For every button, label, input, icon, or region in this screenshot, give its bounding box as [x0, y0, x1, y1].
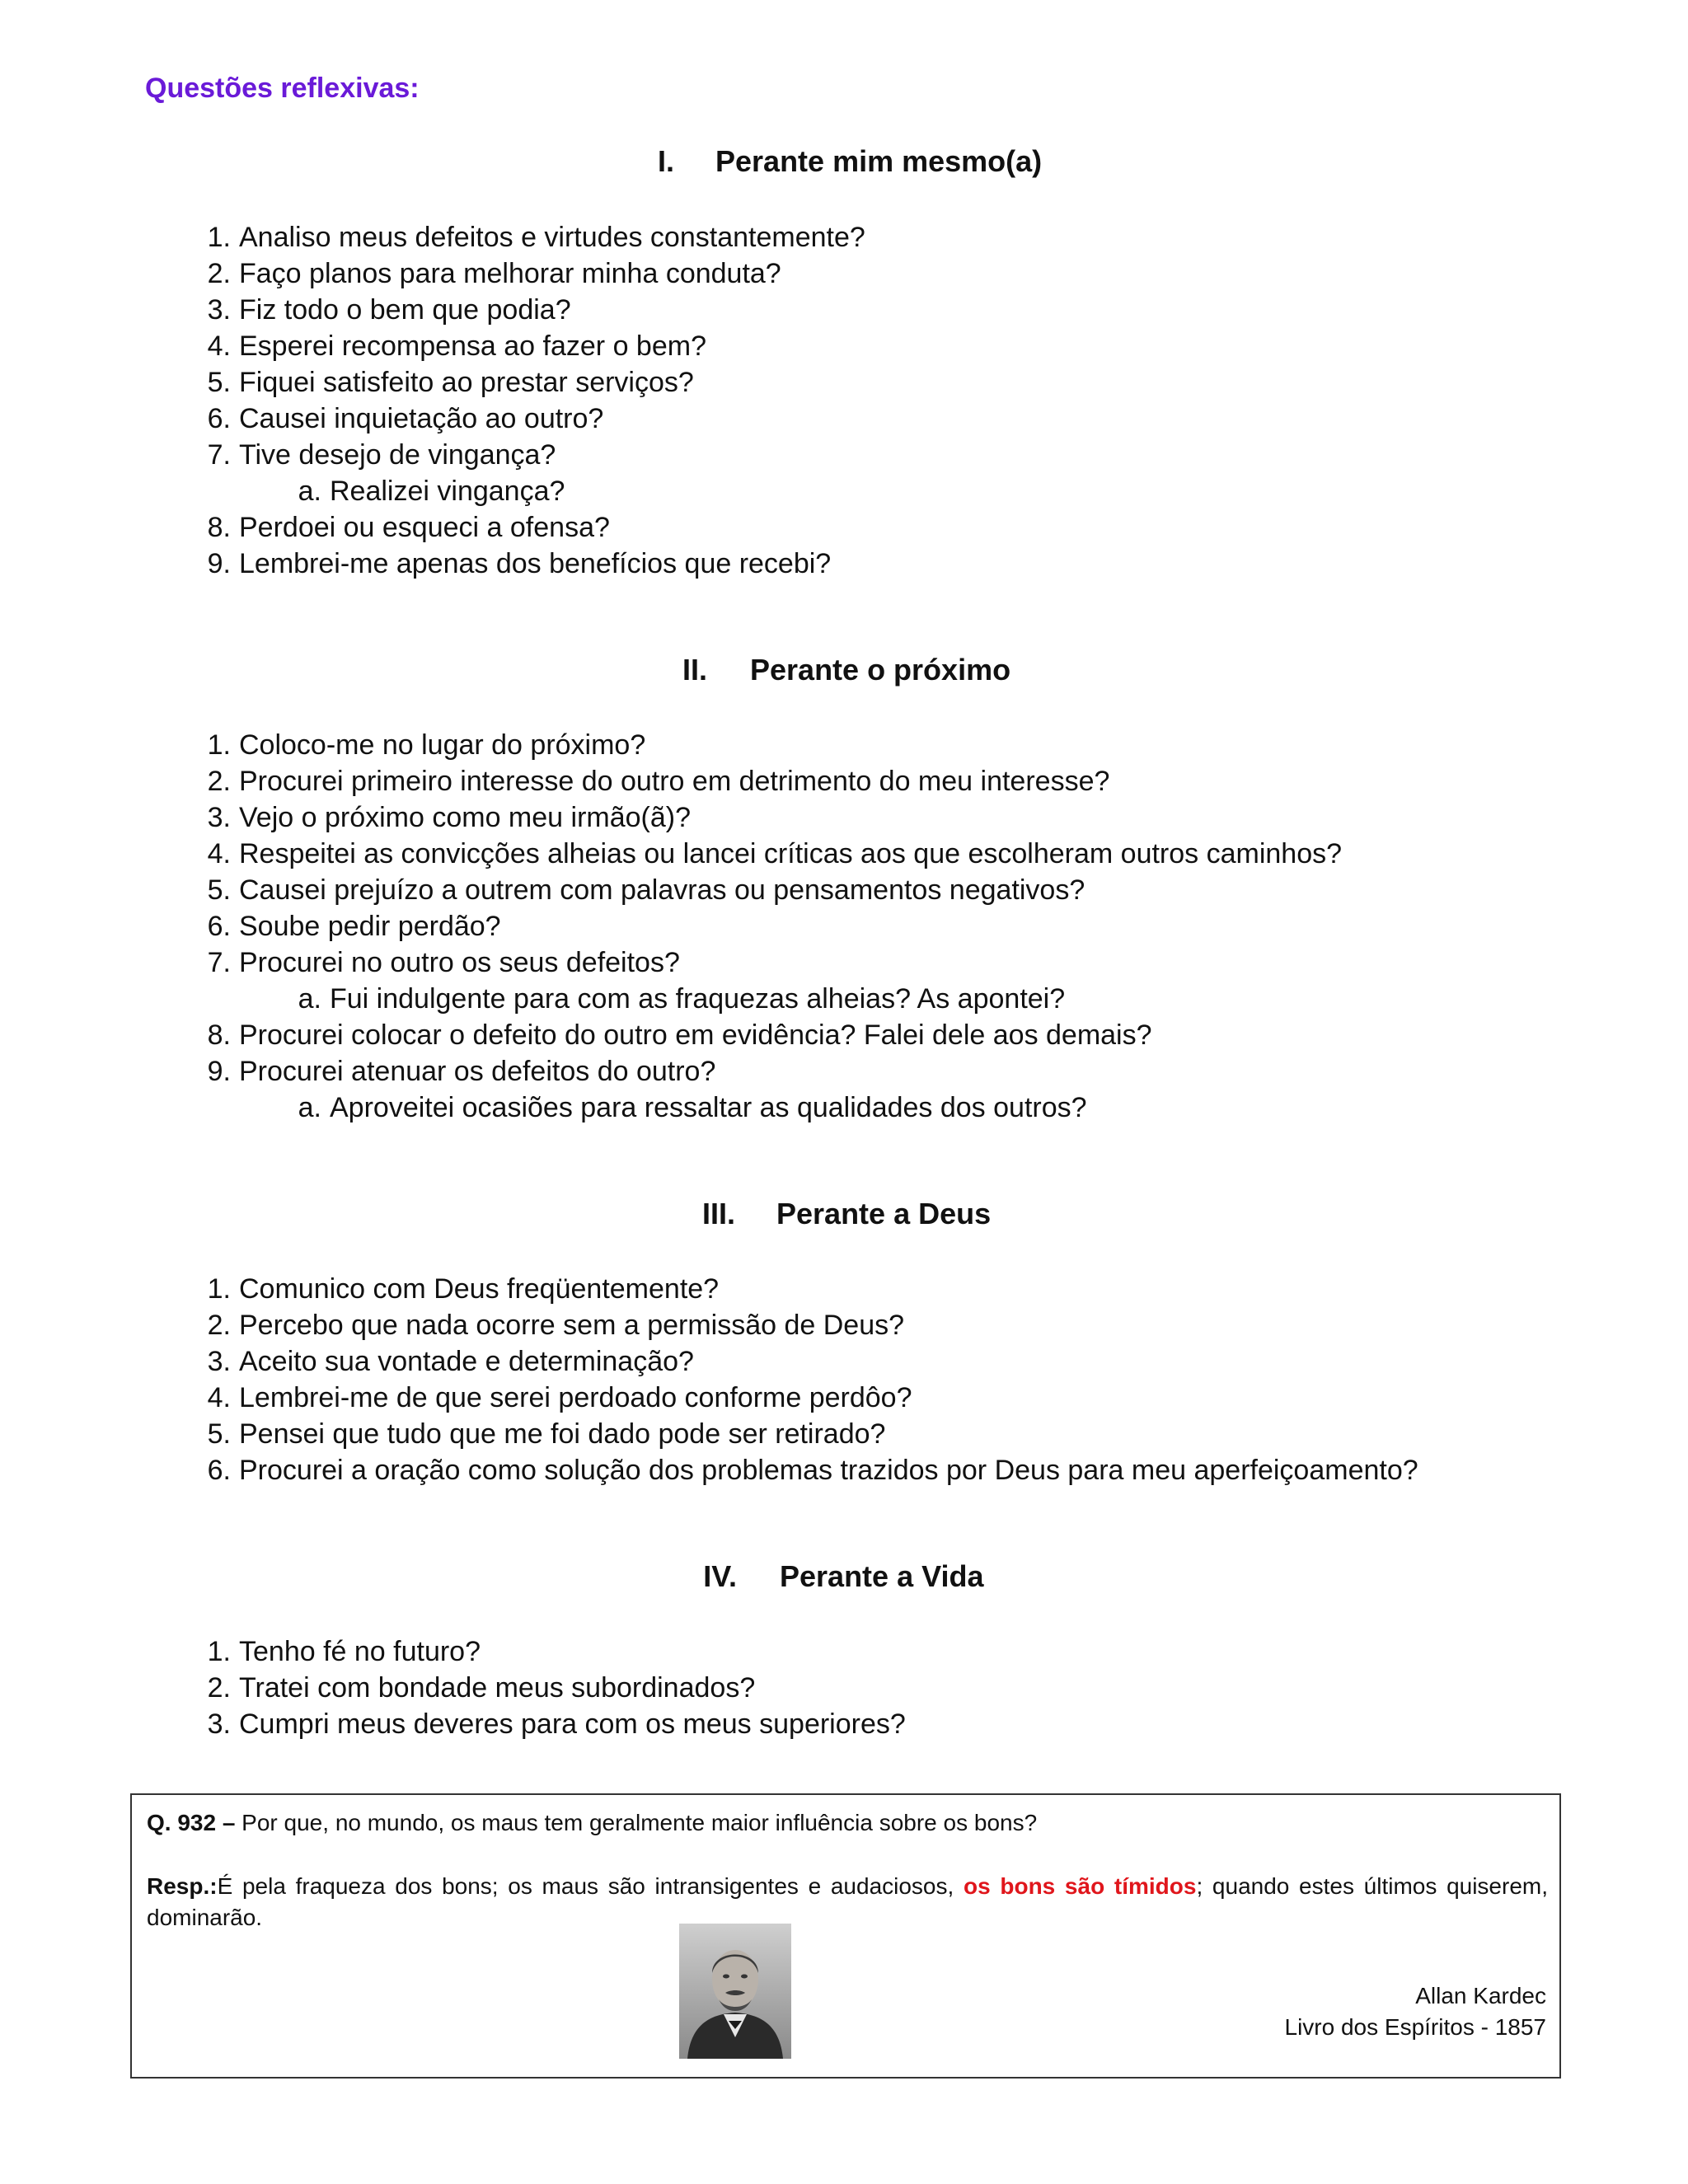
question-number: 1.	[207, 222, 231, 253]
page-title: Questões reflexivas:	[145, 73, 420, 104]
question-text: Lembrei-me apenas dos benefícios que recebi?	[239, 548, 832, 579]
question-line	[147, 1810, 1037, 1836]
section-title: Perante mim mesmo(a)	[715, 144, 1043, 178]
question-number: 2.	[207, 1310, 231, 1341]
question-number: 3.	[207, 1346, 231, 1377]
section-number: IV.	[703, 1559, 737, 1593]
question-number: 3.	[207, 1708, 231, 1740]
question-number: 2.	[207, 766, 231, 797]
question-text: Tratei com bondade meus subordinados?	[239, 1672, 756, 1704]
question-number: 6.	[207, 911, 231, 942]
author-portrait	[679, 1924, 791, 2059]
answer-paragraph	[147, 1871, 1548, 1933]
question-number: 9.	[207, 1056, 231, 1087]
question-text: Analiso meus defeitos e virtudes constantemente?	[239, 222, 865, 253]
question-number: 6.	[207, 403, 231, 434]
question-number: 4.	[207, 838, 231, 869]
section-title: Perante a Vida	[780, 1559, 984, 1593]
section-title: Perante a Deus	[776, 1197, 992, 1230]
question-text: Soube pedir perdão?	[239, 911, 501, 942]
question-label: Q. 932 –	[147, 1810, 236, 1835]
question-number: 4.	[207, 330, 231, 362]
section-heading-4	[0, 1559, 1688, 1599]
question-text: Respeitei as convicções alheias ou lancei críticas aos que escolheram outros caminhos?	[239, 838, 1343, 869]
question-text: Comunico com Deus freqüentemente?	[239, 1273, 720, 1305]
question-text: Cumpri meus deveres para com os meus superiores?	[239, 1708, 906, 1740]
section-number: I.	[657, 144, 674, 178]
section-title: Perante o próximo	[750, 653, 1011, 687]
question-number: 3.	[207, 802, 231, 833]
section-heading-1	[0, 144, 1688, 184]
question-number: 2.	[207, 258, 231, 289]
question-number: 7.	[207, 439, 231, 471]
section-number: III.	[701, 1197, 735, 1230]
question-text: Aceito sua vontade e determinação?	[239, 1346, 694, 1377]
question-number: 8.	[207, 512, 231, 543]
question-text: Procurei colocar o defeito do outro em evidência? Falei dele aos demais?	[239, 1019, 1152, 1051]
answer-label: Resp.:	[147, 1873, 218, 1899]
question-text: Perdoei ou esqueci a ofensa?	[239, 512, 610, 543]
question-number: 1.	[207, 729, 231, 761]
question-number: 3.	[207, 294, 231, 326]
question-text: Procurei a oração como solução dos problemas trazidos por Deus para meu aperfeiçoamento?	[239, 1455, 1418, 1486]
question-text: Esperei recompensa ao fazer o bem?	[239, 330, 706, 362]
question-number: 1.	[207, 1636, 231, 1667]
answer-highlight: os bons são tímidos	[963, 1873, 1197, 1899]
question-text: Lembrei-me de que serei perdoado conforme perdôo?	[239, 1382, 912, 1413]
question-text: Coloco-me no lugar do próximo?	[239, 729, 646, 761]
question-number: 8.	[207, 1019, 231, 1051]
question-text: Fiz todo o bem que podia?	[239, 294, 571, 326]
question-text: Procurei atenuar os defeitos do outro?	[239, 1056, 716, 1087]
section-number: II.	[682, 653, 707, 687]
question-number: 4.	[207, 1382, 231, 1413]
question-text: Realizei vingança?	[330, 476, 565, 507]
question-text: Procurei no outro os seus defeitos?	[239, 947, 680, 978]
answer-text-end: ; quando estes últimos quiserem, dominarão.	[147, 1873, 1549, 1930]
question-number: 2.	[207, 1672, 231, 1704]
question-number: 6.	[207, 1455, 231, 1486]
question-text: Por que, no mundo, os maus tem geralmente maior influência sobre os bons?	[235, 1810, 1038, 1835]
question-number: a.	[298, 1092, 321, 1123]
question-text: Pensei que tudo que me foi dado pode ser retirado?	[239, 1418, 886, 1450]
question-text: Fiquei satisfeito ao prestar serviços?	[239, 367, 694, 398]
question-number: 7.	[207, 947, 231, 978]
question-text: Vejo o próximo como meu irmão(ã)?	[239, 802, 692, 833]
question-text: Causei prejuízo a outrem com palavras ou pensamentos negativos?	[239, 874, 1085, 906]
author-name: Allan Kardec	[1415, 1983, 1546, 2008]
question-text: Tenho fé no futuro?	[239, 1636, 481, 1667]
section-heading-3	[0, 1197, 1688, 1236]
question-text: Fui indulgente para com as fraquezas alheias? As apontei?	[330, 983, 1066, 1015]
question-number: 9.	[207, 548, 231, 579]
question-number: 5.	[207, 874, 231, 906]
question-text: Procurei primeiro interesse do outro em detrimento do meu interesse?	[239, 766, 1110, 797]
question-number: 1.	[207, 1273, 231, 1305]
question-text: Aproveitei ocasiões para ressaltar as qualidades dos outros?	[330, 1092, 1087, 1123]
question-text: Percebo que nada ocorre sem a permissão de Deus?	[239, 1310, 905, 1341]
book-source: Livro dos Espíritos - 1857	[1284, 2014, 1546, 2040]
question-number: 5.	[207, 1418, 231, 1450]
quote-box	[130, 1793, 1561, 2079]
question-text: Faço planos para melhorar minha conduta?	[239, 258, 781, 289]
question-number: 5.	[207, 367, 231, 398]
question-text: Causei inquietação ao outro?	[239, 403, 604, 434]
question-number: a.	[298, 983, 321, 1015]
question-text: Tive desejo de vingança?	[239, 439, 556, 471]
answer-text-start: É pela fraqueza dos bons; os maus são intransigentes e audaciosos,	[217, 1873, 964, 1899]
section-heading-2	[0, 653, 1688, 692]
question-number: a.	[298, 476, 321, 507]
